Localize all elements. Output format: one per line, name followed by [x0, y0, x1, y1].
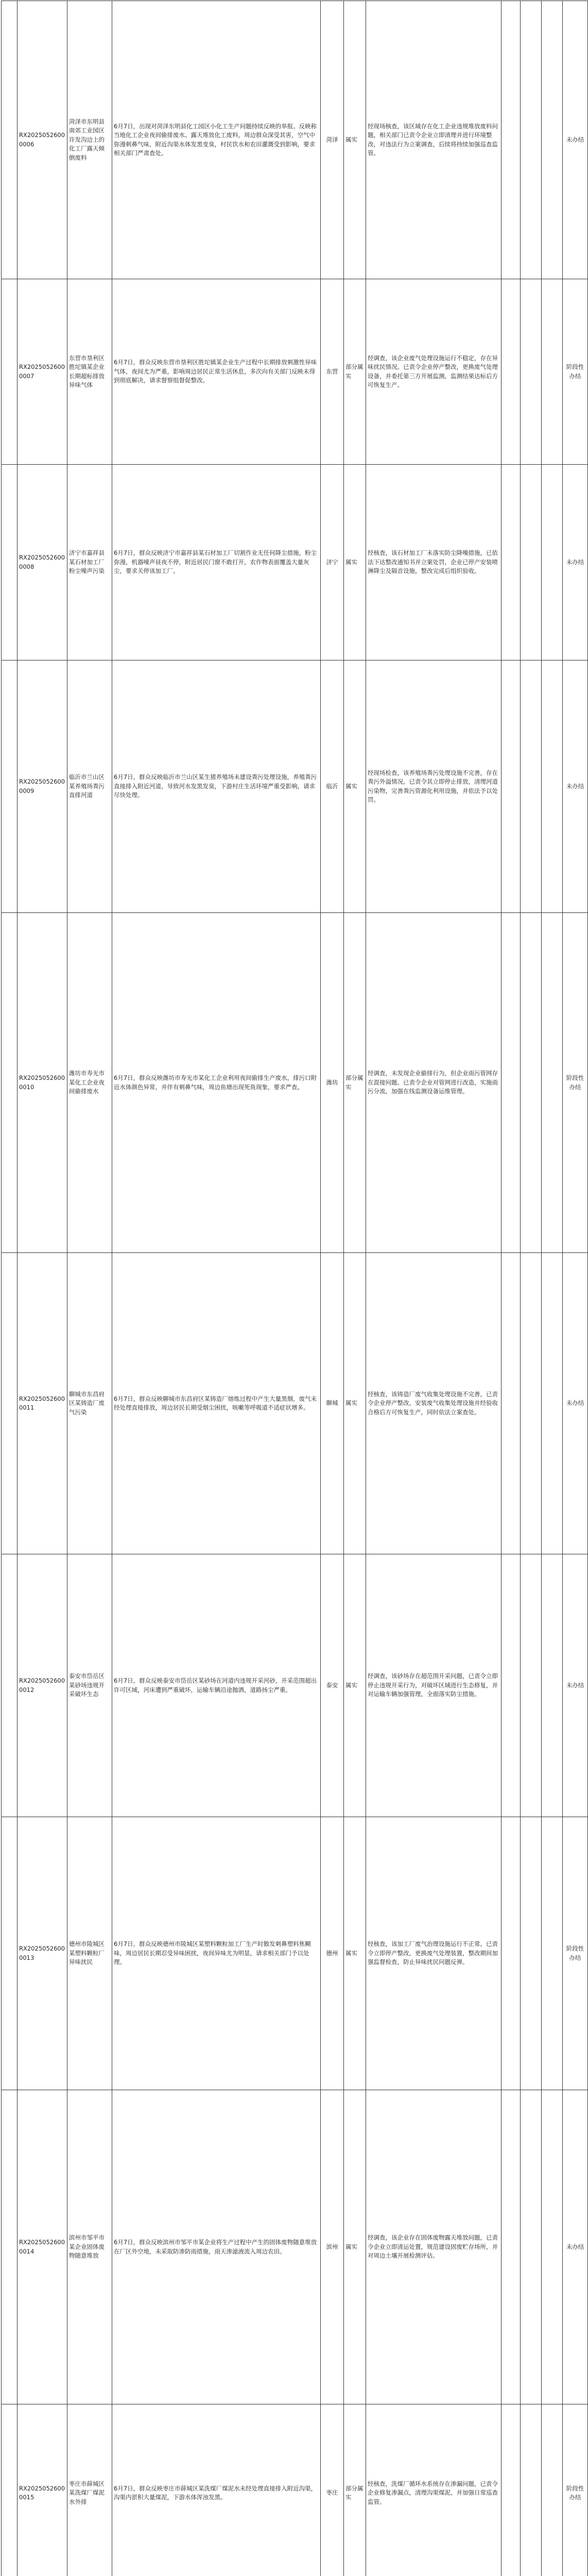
empty-cell [521, 1554, 542, 1817]
handling-reply-cell: 经调查，该砂场存在超范围开采问题，已责令立即停止违规开采行为，对破坏区域进行生态修复，并对运输车辆加强管理，全面落实防尘措施。 [366, 1554, 501, 1817]
status-cell: 阶段性办结 [563, 913, 588, 1253]
complaint-table-sheet [1, 1, 584, 2576]
complaint-title-cell: 枣庄市薛城区某洗煤厂煤泥水外排 [67, 2404, 112, 2576]
table-row [2, 1253, 588, 1554]
row-index-cell [2, 1253, 18, 1554]
row-index-cell [2, 279, 18, 465]
complaint-id-cell: RX20250526000015 [18, 2404, 67, 2576]
table-row [2, 279, 588, 465]
complaint-title-cell: 聊城市东昌府区某铸造厂废气污染 [67, 1253, 112, 1554]
status-cell: 未办结 [563, 2090, 588, 2404]
row-index-cell [2, 913, 18, 1253]
empty-cell [542, 2404, 563, 2576]
verification-result-cell: 部分属实 [344, 2404, 366, 2576]
handling-reply-cell: 经核查，洗煤厂循环水系统存在渗漏问题，已责令企业修复渗漏点，清理沟渠煤泥，并加强日常巡查监管。 [366, 2404, 501, 2576]
empty-cell [521, 279, 542, 465]
complaint-id-cell: RX20250526000010 [18, 913, 67, 1253]
city-cell: 东营 [321, 279, 344, 465]
empty-cell [542, 1253, 563, 1554]
empty-cell [542, 279, 563, 465]
verification-result-cell: 部分属实 [344, 279, 366, 465]
city-cell: 临沂 [321, 660, 344, 913]
row-index-cell [2, 1, 18, 279]
city-cell: 泰安 [321, 1554, 344, 1817]
empty-cell [521, 1253, 542, 1554]
row-index-cell [2, 465, 18, 660]
table-row [2, 2090, 588, 2404]
complaint-id-cell: RX20250526000012 [18, 1554, 67, 1817]
empty-cell [501, 660, 521, 913]
status-cell: 阶段性办结 [563, 2404, 588, 2576]
complaint-body-cell: 6月7日，群众反映枣庄市薛城区某洗煤厂煤泥水未经处理直接排入附近沟渠，沟渠内淤积大量煤泥，下游水体浑浊发黑。 [112, 2404, 321, 2576]
complaint-title-cell: 济宁市嘉祥县某石材加工厂粉尘噪声污染 [67, 465, 112, 660]
row-index-cell [2, 1554, 18, 1817]
complaint-id-cell: RX20250526000011 [18, 1253, 67, 1554]
complaint-table [1, 1, 588, 2576]
empty-cell [521, 465, 542, 660]
status-cell: 未办结 [563, 1253, 588, 1554]
verification-result-cell: 属实 [344, 2090, 366, 2404]
complaint-id-cell: RX20250526000013 [18, 1817, 67, 2090]
empty-cell [542, 1, 563, 279]
handling-reply-cell: 经核查，该加工厂废气治理设施运行不正常，已责令立即停产整改，更换废气处理装置，整改期间加强监督检查，防止异味扰民问题反弹。 [366, 1817, 501, 2090]
verification-result-cell: 属实 [344, 660, 366, 913]
complaint-id-cell: RX20250526000008 [18, 465, 67, 660]
table-row [2, 1817, 588, 2090]
complaint-title-cell: 滨州市邹平市某企业固体废物随意堆放 [67, 2090, 112, 2404]
empty-cell [501, 2090, 521, 2404]
city-cell: 德州 [321, 1817, 344, 2090]
handling-reply-cell: 经现场检查，该养殖场粪污处理设施不完善，存在粪污外溢情况。已责令其立即停止排放，清理河道污染物，完善粪污资源化利用设施，并依法予以处罚。 [366, 660, 501, 913]
complaint-title-cell: 德州市陵城区某塑料颗粒厂异味扰民 [67, 1817, 112, 2090]
handling-reply-cell: 经调查，该企业存在固体废物露天堆放问题，已责令企业立即清运处置，规范建设固废贮存场所，并对周边土壤开展检测评估。 [366, 2090, 501, 2404]
empty-cell [501, 1554, 521, 1817]
complaint-id-cell: RX20250526000014 [18, 2090, 67, 2404]
complaint-body-cell: 6月7日，群众反映东营市垦利区胜坨镇某企业生产过程中长期排放刺激性异味气体，夜间尤为严重，影响周边居民正常生活休息，多次向有关部门反映未得到彻底解决，请求督察组督促整改。 [112, 279, 321, 465]
status-cell: 未办结 [563, 1554, 588, 1817]
city-cell: 潍坊 [321, 913, 344, 1253]
handling-reply-cell: 经调查，未发现企业偷排行为，但企业雨污管网存在混接问题。已责令企业对管网进行改造，实施雨污分流，加强在线监测设备运维管理。 [366, 913, 501, 1253]
verification-result-cell: 属实 [344, 465, 366, 660]
empty-cell [542, 913, 563, 1253]
verification-result-cell: 属实 [344, 1, 366, 279]
empty-cell [542, 2090, 563, 2404]
empty-cell [521, 2404, 542, 2576]
complaint-title-cell: 泰安市岱岳区某砂场违规开采破坏生态 [67, 1554, 112, 1817]
complaint-body-cell: 6月7日，群众反映泰安市岱岳区某砂场在河道内违规开采河砂，开采范围超出许可区域，河床遭到严重破坏，运输车辆沿途抛洒，道路扬尘严重。 [112, 1554, 321, 1817]
handling-reply-cell: 经现场核查，该区域存在化工企业违规堆放废料问题，相关部门已责令企业立即清理并进行环境整改，对违法行为立案调查，后续将持续加强巡查监管。 [366, 1, 501, 279]
empty-cell [521, 1817, 542, 2090]
complaint-body-cell: 6月7日，群众反映聊城市东昌府区某铸造厂熔炼过程中产生大量黑烟，废气未经处理直接排放，周边居民长期受烟尘困扰，咳嗽等呼吸道不适症状增多。 [112, 1253, 321, 1554]
verification-result-cell: 属实 [344, 1253, 366, 1554]
empty-cell [521, 1, 542, 279]
handling-reply-cell: 经核查，该铸造厂废气收集处理设施不完善，已责令企业停产整改，安装废气收集处理设施并经验收合格后方可恢复生产，同时依法立案查处。 [366, 1253, 501, 1554]
status-cell: 未办结 [563, 465, 588, 660]
complaint-id-cell: RX20250526000009 [18, 660, 67, 913]
complaint-id-cell: RX20250526000006 [18, 1, 67, 279]
handling-reply-cell: 经核查，该石材加工厂未落实防尘降噪措施，已依法下达整改通知书并立案处罚，企业已停产安装喷淋降尘及隔音设施，整改完成后组织验收。 [366, 465, 501, 660]
verification-result-cell: 部分属实 [344, 913, 366, 1253]
table-row [2, 1, 588, 279]
empty-cell [542, 465, 563, 660]
empty-cell [521, 913, 542, 1253]
empty-cell [542, 1554, 563, 1817]
status-cell: 未办结 [563, 1, 588, 279]
city-cell: 菏泽 [321, 1, 344, 279]
complaint-title-cell: 临沂市兰山区某养殖场粪污直排河道 [67, 660, 112, 913]
empty-cell [521, 2090, 542, 2404]
empty-cell [501, 1817, 521, 2090]
table-row [2, 660, 588, 913]
row-index-cell [2, 2404, 18, 2576]
empty-cell [542, 660, 563, 913]
empty-cell [501, 279, 521, 465]
empty-cell [501, 913, 521, 1253]
complaint-body-cell: 6月7日，群众反映济宁市嘉祥县某石材加工厂切割作业无任何降尘措施，粉尘弥漫，机器噪声昼夜不停，附近居民门窗不敢打开，农作物表面覆盖大量灰尘，要求关停该加工厂。 [112, 465, 321, 660]
empty-cell [501, 465, 521, 660]
empty-cell [501, 1253, 521, 1554]
table-row [2, 913, 588, 1253]
verification-result-cell: 属实 [344, 1817, 366, 2090]
complaint-id-cell: RX20250526000007 [18, 279, 67, 465]
row-index-cell [2, 1817, 18, 2090]
city-cell: 枣庄 [321, 2404, 344, 2576]
complaint-body-cell: 6月7日，群众反映德州市陵城区某塑料颗粒加工厂生产时散发刺鼻塑料焦糊味，周边居民长期忍受异味困扰，夜间异味尤为明显，请求相关部门予以处理。 [112, 1817, 321, 2090]
complaint-title-cell: 菏泽市东明县南郊工业园区许发沟边上的化工厂露天倾倒废料 [67, 1, 112, 279]
status-cell: 阶段性办结 [563, 279, 588, 465]
city-cell: 聊城 [321, 1253, 344, 1554]
empty-cell [501, 1, 521, 279]
table-row [2, 2404, 588, 2576]
complaint-body-cell: 6月7日，群众反映潍坊市寿光市某化工企业利用夜间偷排生产废水，排污口附近水体颜色异常，并伴有刺鼻气味，周边鱼塘出现死鱼现象，要求严查。 [112, 913, 321, 1253]
complaint-body-cell: 6月7日，群众反映临沂市兰山区某生猪养殖场未建设粪污处理设施，养殖粪污直接排入附近河道，导致河水发黑发臭，下游村庄生活环境严重受影响，请求尽快处理。 [112, 660, 321, 913]
complaint-body-cell: 6月7日，群众反映滨州市邹平市某企业将生产过程中产生的固体废物随意堆放在厂区外空地，未采取防渗防雨措施，雨天渗滤液流入周边农田。 [112, 2090, 321, 2404]
status-cell: 未办结 [563, 660, 588, 913]
empty-cell [501, 2404, 521, 2576]
status-cell: 阶段性办结 [563, 1817, 588, 2090]
complaint-title-cell: 东营市垦利区胜坨镇某企业长期超标排放异味气体 [67, 279, 112, 465]
row-index-cell [2, 2090, 18, 2404]
verification-result-cell: 属实 [344, 1554, 366, 1817]
empty-cell [542, 1817, 563, 2090]
empty-cell [521, 660, 542, 913]
table-row [2, 465, 588, 660]
complaint-table-body [2, 1, 588, 2576]
city-cell: 济宁 [321, 465, 344, 660]
city-cell: 滨州 [321, 2090, 344, 2404]
table-row [2, 1554, 588, 1817]
complaint-body-cell: 6月7日，出现对菏泽东明县化工园区小化工生产问题持续反映的举报。反映称当地化工企业夜间偷排废水、露天堆放化工废料，周边群众深受其害，空气中弥漫刺鼻气味，附近沟渠水体发黑变臭，村民饮水和农田灌溉受到影响，要求相关部门严肃查处。 [112, 1, 321, 279]
complaint-title-cell: 潍坊市寿光市某化工企业夜间偷排废水 [67, 913, 112, 1253]
handling-reply-cell: 经调查，该企业废气处理设施运行不稳定，存在异味扰民情况。已责令企业停产整改，更换废气处理设备，并委托第三方开展监测，监测结果达标后方可恢复生产。 [366, 279, 501, 465]
row-index-cell [2, 660, 18, 913]
